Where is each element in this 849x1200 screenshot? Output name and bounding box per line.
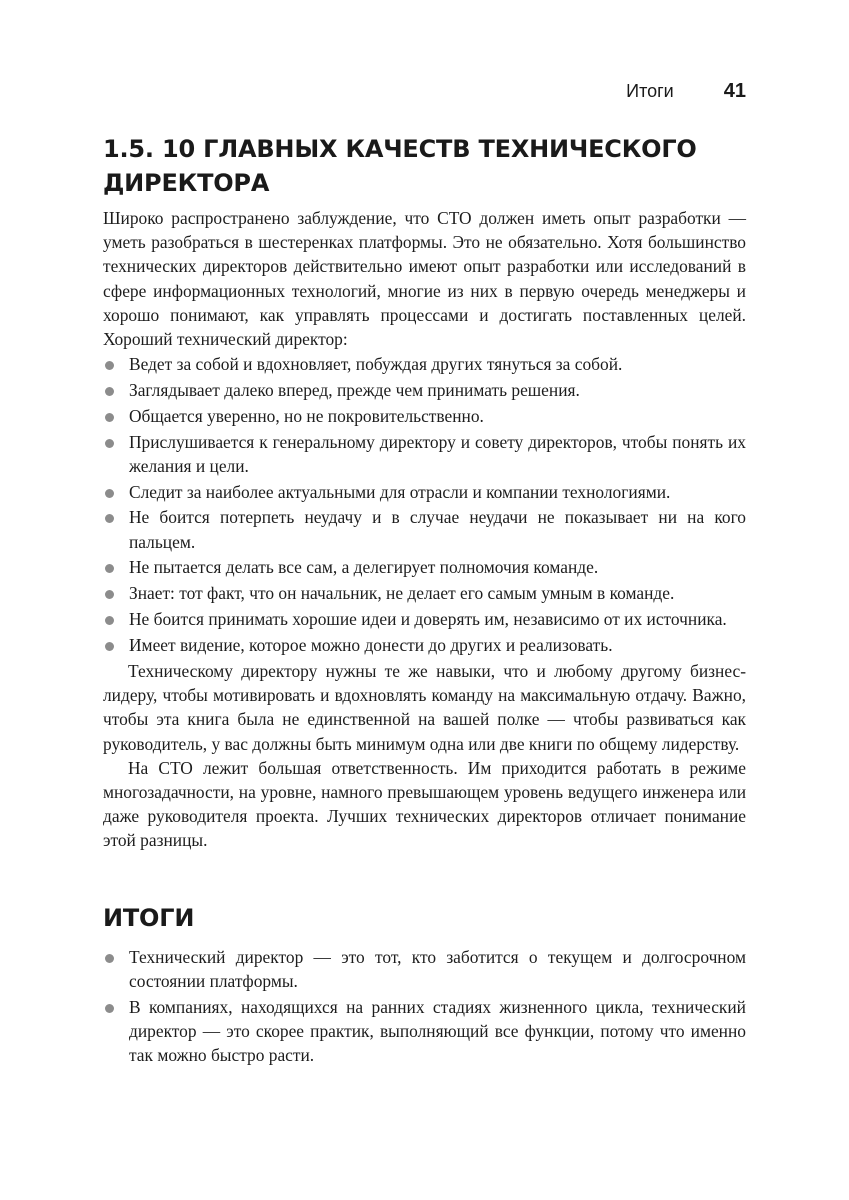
running-header: [626, 78, 746, 104]
leadership-paragraph: Техническому директору нужны те же навыки, что и любому другому бизнес-лидеру, чтобы мотивировать и вдохновлять команду на максимальную отдачу. Важно, чтобы эта книга была не единственной на вашей полке — чтобы развиваться как руководитель, у вас должны быть минимум одна или две книги по общему лидерству.: [103, 661, 746, 754]
page-body: [103, 132, 746, 1069]
bullet-dot-icon: [105, 514, 114, 523]
page-number: 41: [723, 80, 746, 102]
list-item-text: Технический директор — это тот, кто заботится о текущем и долгосрочном состоянии платформы.: [129, 946, 746, 991]
list-item: [103, 378, 746, 402]
section-heading-line-2: ДИРЕКТОРА: [103, 169, 270, 197]
bullet-dot-icon: [105, 590, 114, 599]
list-item-text: Следит за наиболее актуальными для отрасли и компании технологиями.: [129, 481, 671, 502]
intro-paragraph: Широко распространено заблуждение, что CTO должен иметь опыт разработки — уметь разобраться в шестеренках платформы. Это не обязательно. Хотя большинство технических директоров действительно имеют опыт разработки или исследований в сфере информационных технологий, многие из них в первую очередь менеджеры и хорошо понимают, как управлять процессами и достигать поставленных целей. Хороший технический директор:: [103, 208, 746, 350]
bullet-dot-icon: [105, 489, 114, 498]
bullet-dot-icon: [105, 439, 114, 448]
list-item: [103, 945, 746, 993]
bullet-dot-icon: [105, 413, 114, 422]
list-item-text: Не боится принимать хорошие идеи и доверять им, независимо от их источника.: [129, 609, 727, 629]
qualities-list: [103, 352, 746, 657]
list-item: [103, 505, 746, 553]
list-item-text: Не боится потерпеть неудачу и в случае неудачи не показывает ни на кого пальцем.: [129, 507, 746, 552]
bullet-dot-icon: [105, 387, 114, 396]
bullet-dot-icon: [105, 361, 114, 370]
section-heading-ten-qualities: [103, 132, 746, 200]
list-item: [103, 352, 746, 376]
list-item-text: Прислушивается к генеральному директору и совету директоров, чтобы понять их желания и цели.: [129, 431, 746, 476]
list-item: [103, 555, 746, 579]
list-item: [103, 607, 746, 631]
list-item-text: Ведет за собой и вдохновляет, побуждая других тянуться за собой.: [129, 354, 623, 375]
bullet-dot-icon: [105, 616, 114, 625]
section-heading-summary: ИТОГИ: [103, 903, 195, 932]
list-item: [103, 633, 746, 657]
running-header-section: Итоги: [626, 81, 674, 101]
list-item-text: Имеет видение, которое можно донести до других и реализовать.: [129, 634, 613, 655]
list-item: [103, 995, 746, 1068]
list-item: [103, 430, 746, 478]
list-item: [103, 404, 746, 428]
responsibility-paragraph: На CTO лежит большая ответственность. Им приходится работать в режиме многозадачности, на уровне, намного превышающем уровень ведущего инженера или даже руководителя проекта. Лучших технических директоров отличает понимание этой разницы.: [103, 757, 746, 851]
bullet-dot-icon: [105, 1004, 114, 1013]
bullet-dot-icon: [105, 564, 114, 573]
list-item-text: Знает: тот факт, что он начальник, не делает его самым умным в команде.: [129, 583, 675, 604]
summary-list: [103, 945, 746, 1068]
list-item: [103, 480, 746, 504]
section-heading-line-1: 1.5. 10 ГЛАВНЫХ КАЧЕСТВ ТЕХНИЧЕСКОГО: [103, 135, 697, 163]
list-item: [103, 581, 746, 605]
bullet-dot-icon: [105, 642, 114, 651]
list-item-text: Не пытается делать все сам, а делегирует полномочия команде.: [129, 557, 599, 578]
list-item-text: В компаниях, находящихся на ранних стадиях жизненного цикла, технический директор — это скорее практик, выполняющий все функции, потому что именно так можно быстро расти.: [129, 996, 746, 1066]
list-item-text: Заглядывает далеко вперед, прежде чем принимать решения.: [129, 380, 580, 401]
bullet-dot-icon: [105, 954, 114, 963]
list-item-text: Общается уверенно, но не покровительственно.: [129, 405, 484, 426]
